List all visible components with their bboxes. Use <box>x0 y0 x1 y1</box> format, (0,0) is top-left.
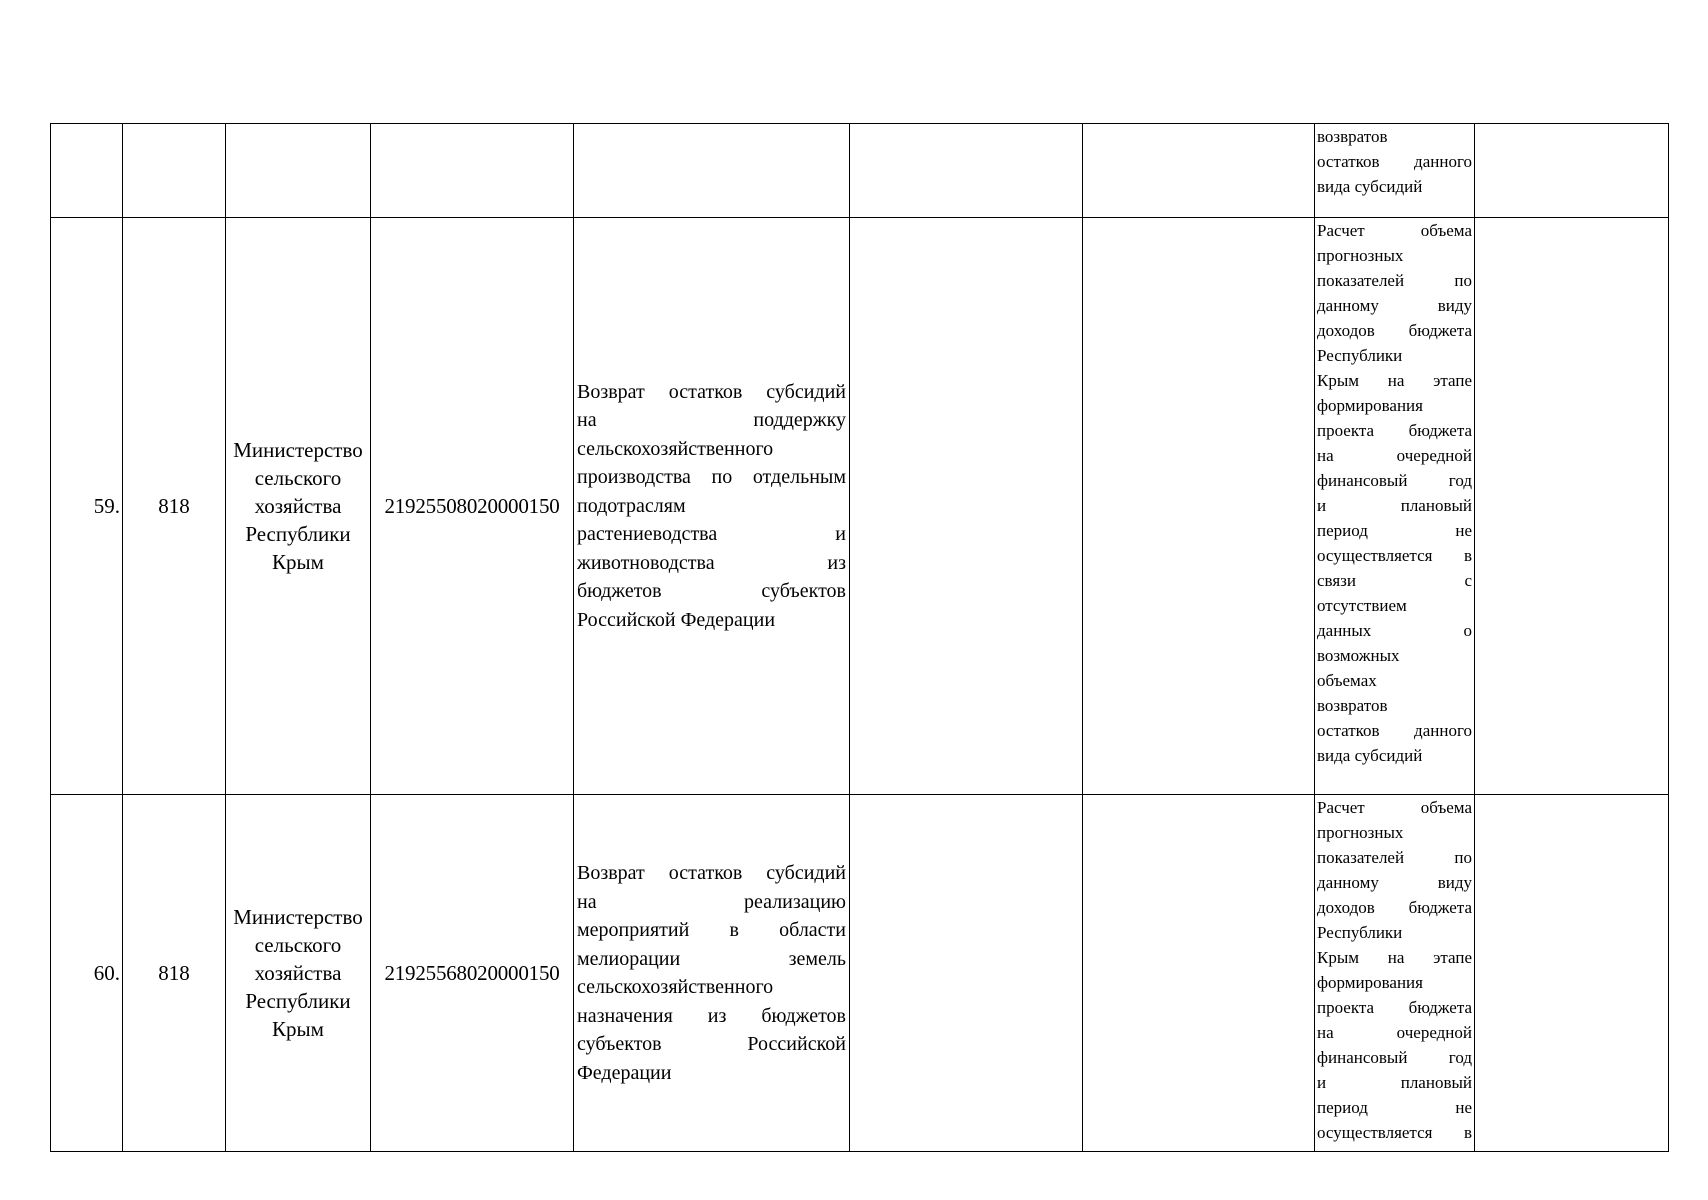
text-line: Расчет объема <box>1317 221 1472 240</box>
organization-name <box>226 124 371 218</box>
calculation-note <box>1315 795 1475 1152</box>
text-line: доходов бюджета <box>1317 898 1472 917</box>
text-line: Республики <box>1317 923 1403 942</box>
organization-name <box>226 795 371 1152</box>
text-line: связи с <box>1317 571 1472 590</box>
empty-cell <box>850 218 1083 795</box>
budget-classification-code: 21925508020000150 <box>371 218 574 795</box>
table-row <box>51 124 1669 218</box>
empty-cell <box>850 124 1083 218</box>
table-body <box>51 124 1669 1152</box>
table-row <box>51 218 1669 795</box>
text-line: Республики <box>245 522 351 546</box>
row-number <box>51 124 123 218</box>
text-line: показателей по <box>1317 271 1472 290</box>
row-number: 59. <box>51 218 123 795</box>
text-line: объемах <box>1317 671 1377 690</box>
admin-code <box>123 124 226 218</box>
text-line: Крым <box>272 550 324 574</box>
text-line: Республики <box>245 989 351 1013</box>
text-line: остатков данного <box>1317 721 1472 740</box>
text-line: подотраслям <box>577 494 686 517</box>
table-row <box>51 795 1669 1152</box>
empty-cell <box>1083 795 1315 1152</box>
text-line: осуществляется в <box>1317 546 1472 565</box>
text-line: возвратов <box>1317 696 1388 715</box>
calculation-note <box>1315 124 1475 218</box>
empty-cell <box>1475 124 1669 218</box>
text-line: финансовый год <box>1317 1048 1472 1067</box>
text-line: растениеводства и <box>577 523 846 546</box>
text-line: и плановый <box>1317 1073 1472 1092</box>
text-line: Расчет объема <box>1317 798 1472 817</box>
text-line: финансовый год <box>1317 471 1472 490</box>
text-line: формирования <box>1317 396 1423 415</box>
text-line: доходов бюджета <box>1317 321 1472 340</box>
text-line: вида субсидий <box>1317 746 1423 765</box>
text-line: Министерство <box>233 905 363 929</box>
budget-classification-code <box>371 124 574 218</box>
text-line: проекта бюджета <box>1317 998 1472 1017</box>
text-line: на поддержку <box>577 409 846 432</box>
text-line: мелиорации земель <box>577 947 846 970</box>
text-line: показателей по <box>1317 848 1472 867</box>
text-line: данному виду <box>1317 296 1472 315</box>
revenue-name <box>574 795 850 1152</box>
text-line: Крым на этапе <box>1317 948 1472 967</box>
text-line: субъектов Российской <box>577 1033 846 1055</box>
revenue-forecast-table <box>50 123 1669 1152</box>
text-line: сельского <box>254 466 342 490</box>
text-line: Возврат остатков субсидий <box>577 862 846 884</box>
text-line: период не <box>1317 521 1472 540</box>
organization-name <box>226 218 371 795</box>
text-line: проекта бюджета <box>1317 421 1472 440</box>
text-line: остатков данного <box>1317 152 1472 171</box>
text-line: на очередной <box>1317 1023 1472 1042</box>
text-line: прогнозных <box>1317 246 1404 265</box>
row-number: 60. <box>51 795 123 1152</box>
revenue-name <box>574 124 850 218</box>
text-line: период не <box>1317 1098 1472 1117</box>
calculation-note <box>1315 218 1475 795</box>
empty-cell <box>1475 218 1669 795</box>
text-line: формирования <box>1317 973 1423 992</box>
empty-cell <box>1475 795 1669 1152</box>
text-line: Крым на этапе <box>1317 371 1472 390</box>
admin-code: 818 <box>123 218 226 795</box>
text-line: Крым <box>272 1017 324 1041</box>
text-line: осуществляется в <box>1317 1123 1472 1142</box>
text-line: данному виду <box>1317 873 1472 892</box>
text-line: производства по отдельным <box>577 466 846 489</box>
text-line: отсутствием <box>1317 596 1407 615</box>
text-line: на очередной <box>1317 446 1472 465</box>
text-line: возвратов <box>1317 127 1388 146</box>
empty-cell <box>850 795 1083 1152</box>
text-line: Российской Федерации <box>577 608 776 631</box>
text-line: Федерации <box>577 1061 672 1084</box>
budget-classification-code: 21925568020000150 <box>371 795 574 1152</box>
text-line: хозяйства <box>254 494 342 518</box>
text-line: вида субсидий <box>1317 177 1423 196</box>
text-line: прогнозных <box>1317 823 1404 842</box>
text-line: и плановый <box>1317 496 1472 515</box>
text-line: животноводства из <box>577 551 846 574</box>
text-line: сельскохозяйственного <box>577 976 774 998</box>
text-line: данных о <box>1317 621 1472 640</box>
text-line: хозяйства <box>254 961 342 985</box>
empty-cell <box>1083 124 1315 218</box>
text-line: назначения из бюджетов <box>577 1004 846 1027</box>
text-line: бюджетов субъектов <box>577 580 846 603</box>
text-line: Возврат остатков субсидий <box>577 380 846 403</box>
text-line: мероприятий в области <box>577 919 846 941</box>
text-line: сельского <box>254 933 342 957</box>
empty-cell <box>1083 218 1315 795</box>
text-line: Министерство <box>233 438 363 462</box>
text-line: возможных <box>1317 646 1400 665</box>
admin-code: 818 <box>123 795 226 1152</box>
revenue-name <box>574 218 850 795</box>
text-line: Республики <box>1317 346 1403 365</box>
text-line: на реализацию <box>577 890 846 913</box>
text-line: сельскохозяйственного <box>577 437 774 460</box>
